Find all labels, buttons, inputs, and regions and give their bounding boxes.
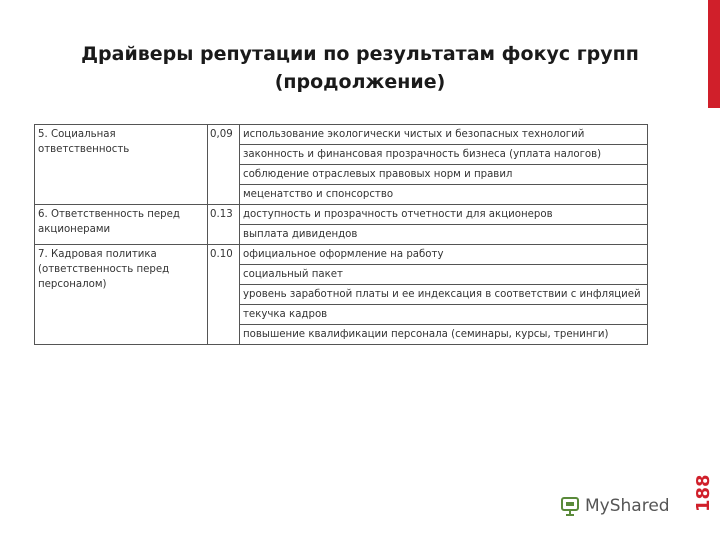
category-cell: 5. Социальная ответственность [35, 125, 208, 205]
title-line-1: Драйверы репутации по результатам фокус групп [81, 43, 639, 65]
value-cell: 0.10 [208, 245, 240, 345]
table-row [35, 205, 648, 225]
item-cell: законность и финансовая прозрачность бизнеса (уплата налогов) [240, 145, 648, 165]
table-row [35, 245, 648, 265]
table-row [35, 125, 648, 145]
item-cell: повышение квалификации персонала (семинары, курсы, тренинги) [240, 325, 648, 345]
accent-bar [708, 0, 720, 108]
item-cell: текучка кадров [240, 305, 648, 325]
myshared-logo[interactable] [559, 492, 670, 520]
item-cell: использование экологически чистых и безопасных технологий [240, 125, 648, 145]
item-cell: уровень заработной платы и ее индексация в соответствии с инфляцией [240, 285, 648, 305]
item-cell: социальный пакет [240, 265, 648, 285]
item-cell: выплата дивидендов [240, 225, 648, 245]
logo-text: MyShared [585, 496, 670, 516]
category-cell: 6. Ответственность перед акционерами [35, 205, 208, 245]
slide-title [60, 40, 660, 96]
item-cell: меценатство и спонсорство [240, 185, 648, 205]
title-line-2: (продолжение) [274, 71, 446, 93]
value-cell: 0.13 [208, 205, 240, 245]
presentation-icon [559, 495, 581, 517]
item-cell: соблюдение отраслевых правовых норм и правил [240, 165, 648, 185]
item-cell: доступность и прозрачность отчетности для акционеров [240, 205, 648, 225]
reputation-drivers-table [34, 124, 648, 345]
item-cell: официальное оформление на работу [240, 245, 648, 265]
value-cell: 0,09 [208, 125, 240, 205]
page-number: 188 [693, 474, 714, 512]
category-cell: 7. Кадровая политика (ответственность перед персоналом) [35, 245, 208, 345]
